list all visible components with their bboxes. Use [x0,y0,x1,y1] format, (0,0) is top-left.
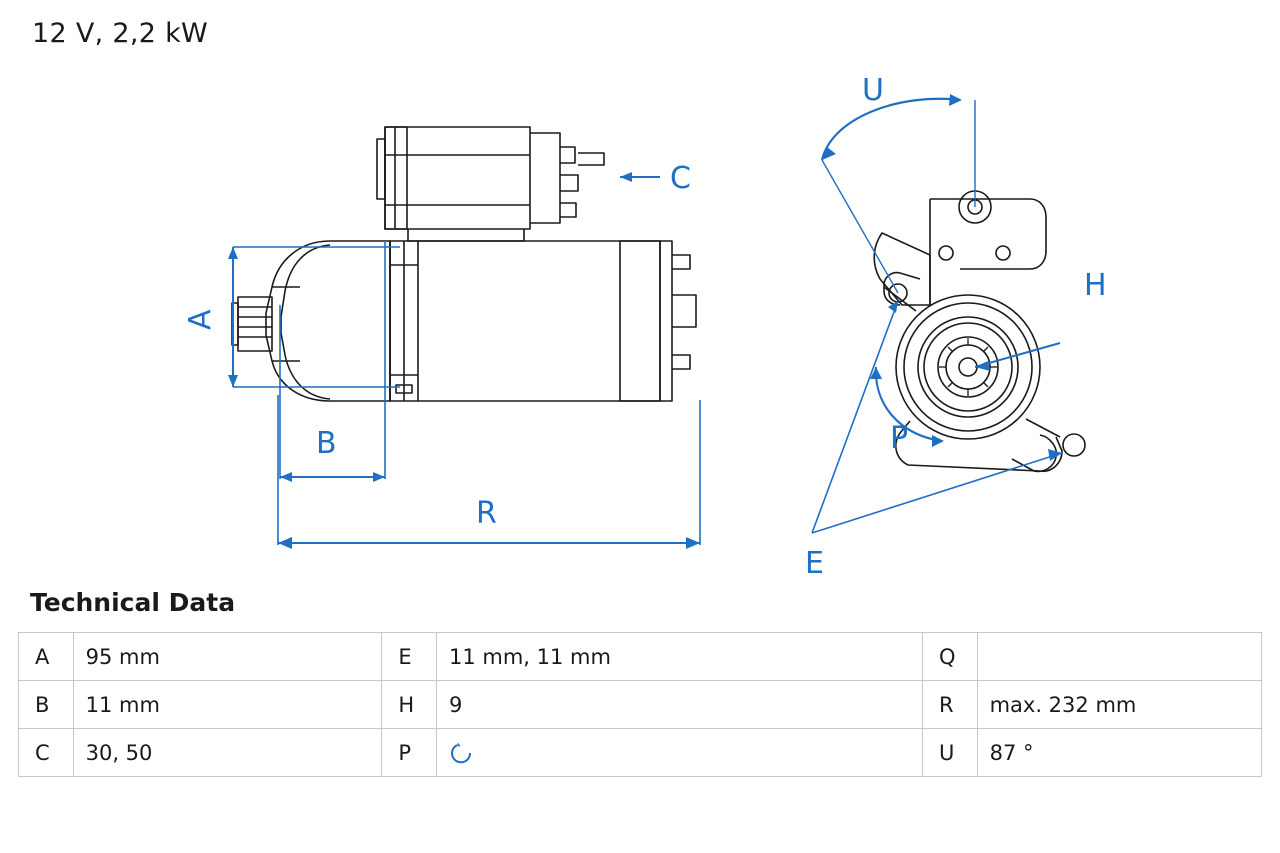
table-cell-key: E [382,633,437,681]
dimension-label-R: R [476,496,497,531]
technical-data-heading: Technical Data [30,588,236,617]
table-cell-value: max. 232 mm [977,681,1261,729]
dimension-label-B: B [316,426,337,461]
dimension-label-P: P [890,421,909,456]
table-cell-value: 95 mm [73,633,382,681]
rotation-direction-icon [449,740,475,766]
dimension-label-E: E [805,546,824,575]
table-cell-key: B [19,681,74,729]
table-cell-key: A [19,633,74,681]
table-cell-key: U [922,729,977,777]
table-row [19,681,1262,729]
table-cell-value: 87 ° [977,729,1261,777]
table-row [19,633,1262,681]
table-cell-key: Q [922,633,977,681]
table-cell-value: 9 [437,681,923,729]
table-cell-value: 11 mm, 11 mm [437,633,923,681]
technical-data-table [18,632,1262,777]
table-cell-key: H [382,681,437,729]
page-title: 12 V, 2,2 kW [32,18,209,49]
dimension-label-A: A [183,309,218,330]
table-cell-value-rotation [437,729,923,777]
table-cell-key: R [922,681,977,729]
table-cell-value [977,633,1261,681]
table-row [19,729,1262,777]
table-cell-key: P [382,729,437,777]
table-cell-value: 30, 50 [73,729,382,777]
dimension-label-U: U [862,73,884,108]
dimension-label-C: C [670,161,691,196]
dimension-label-H: H [1084,268,1107,303]
table-cell-key: C [19,729,74,777]
table-cell-value: 11 mm [73,681,382,729]
starter-motor-drawing [0,55,1280,575]
